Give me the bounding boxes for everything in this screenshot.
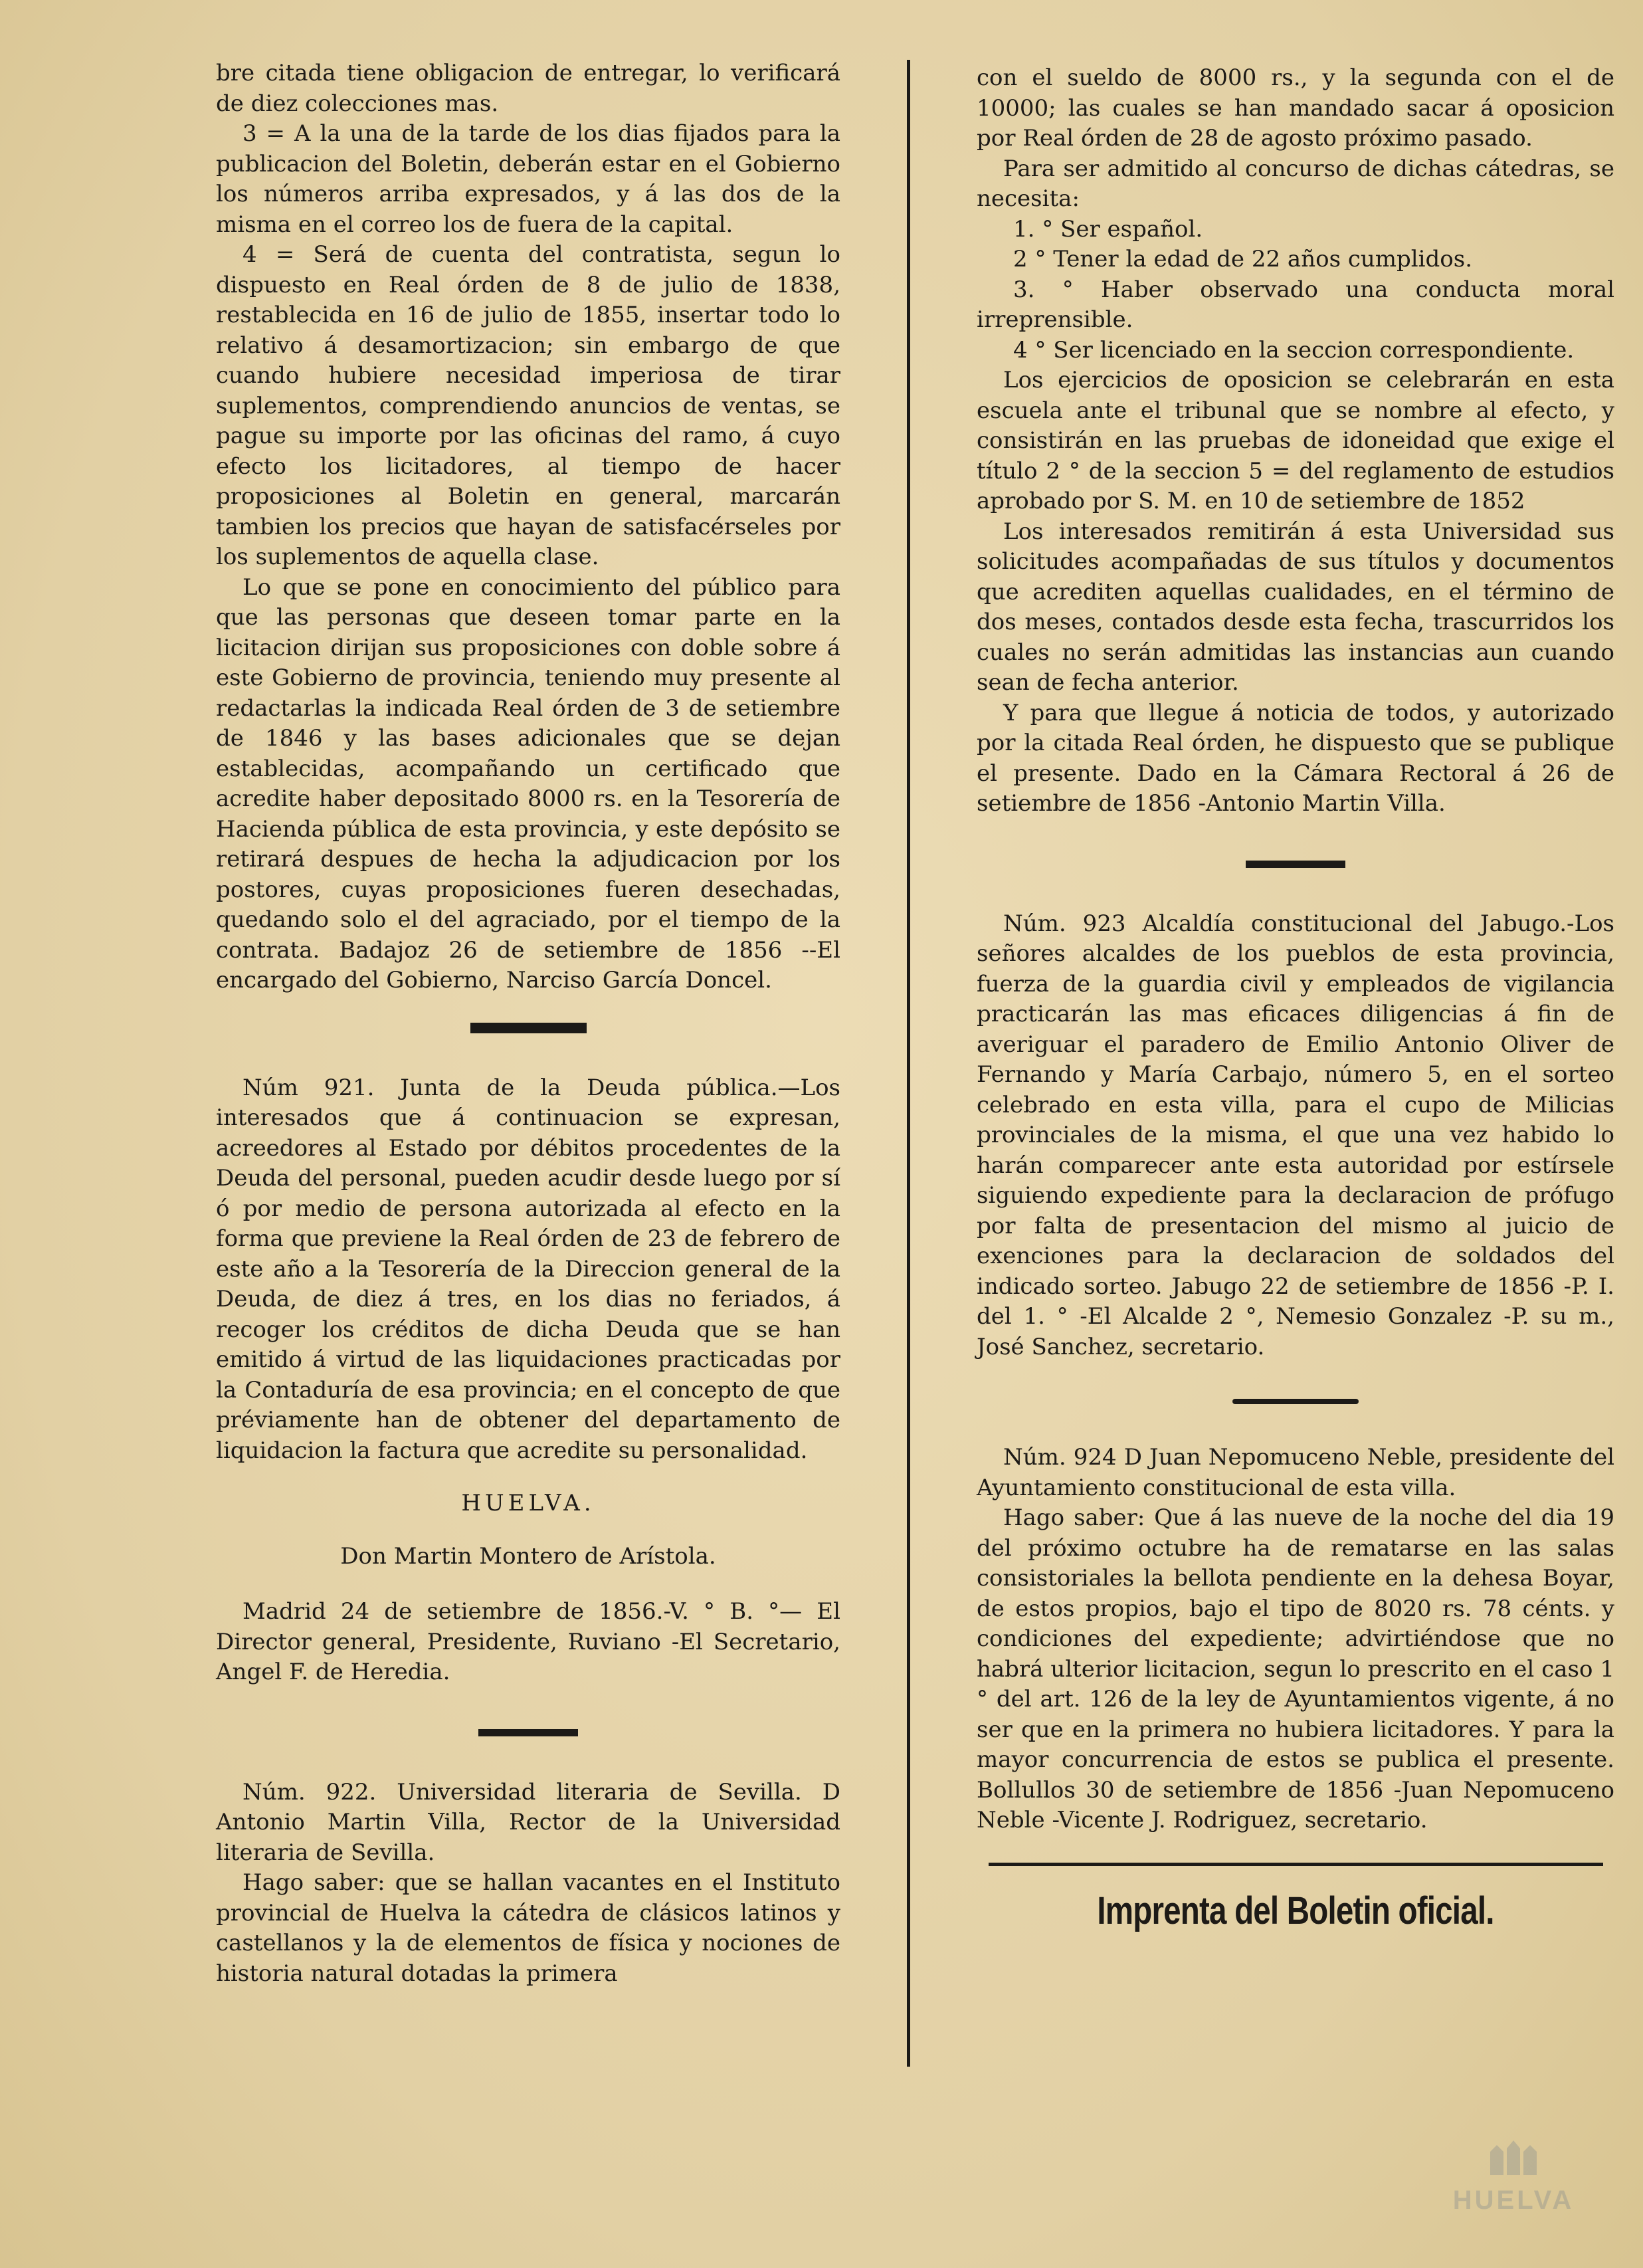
paragraph: Los interesados remitirán á esta Universidad sus solicitudes acompañadas de sus títulos y documentos que acrediten aquellas cualidades, en el término de dos meses, contados desde esta fecha, trascurridos los cuales no serán admitidas las instancias aun cuando sean de fecha anterior.: [977, 518, 1614, 696]
paragraph: Madrid 24 de setiembre de 1856.-V. ° B. °— El Director general, Presidente, Ruviano -El Secretario, Angel F. de Heredia.: [216, 1598, 840, 1685]
list-item: 4 ° Ser licenciado en la seccion correspondiente.: [1013, 336, 1575, 363]
library-watermark: [1430, 2135, 1596, 2228]
ornamental-rule-divider: [1232, 1399, 1359, 1404]
paragraph: Para ser admitido al concurso de dichas cátedras, se necesita:: [977, 155, 1614, 212]
right-column: [977, 63, 1614, 1932]
double-rule-divider: [470, 1023, 587, 1033]
paragraph: 4 = Será de cuenta del contratista, segun lo dispuesto en Real órden de 8 de julio de 1838, restablecida en 16 de julio de 1855, insertar todo lo relativo á desamortizacion; sin embargo de que cuando hubiere necesidad imperiosa de tirar suplementos, comprendiendo anuncios de ventas, se pague su importe por las oficinas del ramo, á cuyo efecto los licitadores, al tiempo de hacer proposiciones al Boletin en general, marcarán tambien los precios que hayan de satisfacérseles por los suplementos de aquella clase.: [216, 241, 840, 570]
list-item: 1. ° Ser español.: [1013, 215, 1203, 243]
list-item: 2 ° Tener la edad de 22 años cumplidos.: [1013, 246, 1473, 272]
paragraph: Lo que se pone en conocimiento del público para que las personas que deseen tomar parte en la licitacion dirijan sus proposiciones con doble sobre á este Gobierno de provincia, teniendo muy presente al redactarlas la indicada Real órden de 3 de setiembre de 1846 y las bases adicionales que se dejan establecidas, acompañando un certificado que acredite haber depositado 8000 rs. en la Tesorería de Hacienda pública de esta provincia, y este depósito se retirará despues de hecha la adjudicacion por los postores, cuyas proposiciones fueren desechadas, quedando solo el del agraciado, por el tiempo de la contrata. Badajoz 26 de setiembre de 1856 --El encargado del Gobierno, Narciso García Doncel.: [216, 573, 840, 993]
column-divider: [907, 60, 910, 2067]
notice-922: Núm. 922. Universidad literaria de Sevilla. D Antonio Martin Villa, Rector de la Universidad literaria de Sevilla.: [216, 1778, 840, 1866]
long-rule-divider: [989, 1863, 1603, 1866]
thick-rule-divider: [1246, 861, 1345, 868]
paragraph: Y para que llegue á noticia de todos, y autorizado por la citada Real órden, he dispuesto que se publique el presente. Dado en la Cámara Rectoral á 26 de setiembre de 1856 -Antonio Martin Villa.: [977, 699, 1614, 817]
notice-921: Núm 921. Junta de la Deuda pública.—Los interesados que á continuacion se expresan, acreedores al Estado por débitos procedentes de la Deuda del personal, pueden acudir desde luego por sí ó por medio de persona autorizada al efecto en la forma que previene la Real órden de 23 de febrero de este año a la Tesorería de la Direccion general de la Deuda, de diez á tres, en los dias no feriados, á recoger los créditos de dicha Deuda que se han emitido á virtud de las liquidaciones practicadas por la Contaduría de esa provincia; en el concepto de que préviamente han de obtener del departamento de liquidacion la factura que acredite su personalidad.: [216, 1074, 840, 1464]
paragraph: Hago saber: que se hallan vacantes en el Instituto provincial de Huelva la cátedra de clásicos latinos y castellanos y la de elementos de física y nociones de historia natural dotadas la primera: [216, 1869, 840, 1987]
left-column: [216, 58, 840, 1989]
paragraph: bre citada tiene obligacion de entregar, lo verificará de diez colecciones mas.: [216, 60, 840, 117]
notice-924: Núm. 924 D Juan Nepomuceno Neble, presidente del Ayuntamiento constitucional de esta villa.: [977, 1444, 1614, 1501]
paragraph: Hago saber: Que á las nueve de la noche del dia 19 del próximo octubre ha de rematarse en las salas consistoriales la bellota pendiente en la dehesa Boyar, de estos propios, bajo el tipo de 8020 rs. 78 cénts. y condiciones del expediente; advirtiéndose que no habrá ulterior licitacion, segun lo prescrito en el caso 1 ° del art. 126 de la ley de Ayuntamientos vigente, á no ser que en la primera no hubiera licitadores. Y para la mayor concurrencia de estos se publica el presente. Bollullos 30 de setiembre de 1856 -Juan Nepomuceno Neble -Vicente J. Rodriguez, secretario.: [977, 1504, 1614, 1833]
paragraph: 3 = A la una de la tarde de los dias fijados para la publicacion del Boletin, deberán estar en el Gobierno los números arriba expresados, y á las dos de la misma en el correo los de fuera de la capital.: [216, 120, 840, 238]
paragraph: con el sueldo de 8000 rs., y la segunda con el de 10000; las cuales se han mandado sacar á oposicion por Real órden de 28 de agosto próximo pasado.: [977, 64, 1614, 152]
requirements-list: [977, 215, 1614, 366]
list-item: 3. ° Haber observado una conducta moral irreprensible.: [977, 276, 1614, 333]
imprint-line: Imprenta del Boletin oficial.: [1097, 1889, 1494, 1932]
paragraph: Los ejercicios de oposicion se celebrarán en esta escuela ante el tribunal que se nombre al efecto, y consistirán en las pruebas de idoneidad que exige el título 2 ° de la seccion 5 = del reglamento de estudios aprobado por S. M. en 10 de setiembre de 1852: [977, 367, 1614, 514]
name-line: Don Martin Montero de Arístola.: [340, 1542, 716, 1570]
notice-923: Núm. 923 Alcaldía constitucional del Jabugo.-Los señores alcaldes de los pueblos de esta provincia, fuerza de la guardia civil y empleados de vigilancia practicarán las mas eficaces diligencias á fin de averiguar el paradero de Emilio Antonio Oliver de Fernando y María Carbajo, número 5, en el sorteo celebrado en esta villa, para el cupo de Milicias provinciales de la misma, el que una vez habido lo harán comparecer ante esta autoridad por estírsele siguiendo expediente para la declaracion de prófugo por falta de presentacion del mismo al juicio de exenciones para la declaracion de soldados del indicado sorteo. Jabugo 22 de setiembre de 1856 -P. I. del 1. ° -El Alcalde 2 °, Nemesio Gonzalez -P. su m., José Sanchez, secretario.: [977, 910, 1614, 1360]
thick-rule-divider: [478, 1729, 578, 1736]
watermark-text: HUELVA: [1452, 2186, 1575, 2215]
crest-icon: [1484, 2135, 1543, 2182]
section-heading-huelva: HUELVA.: [461, 1490, 595, 1516]
